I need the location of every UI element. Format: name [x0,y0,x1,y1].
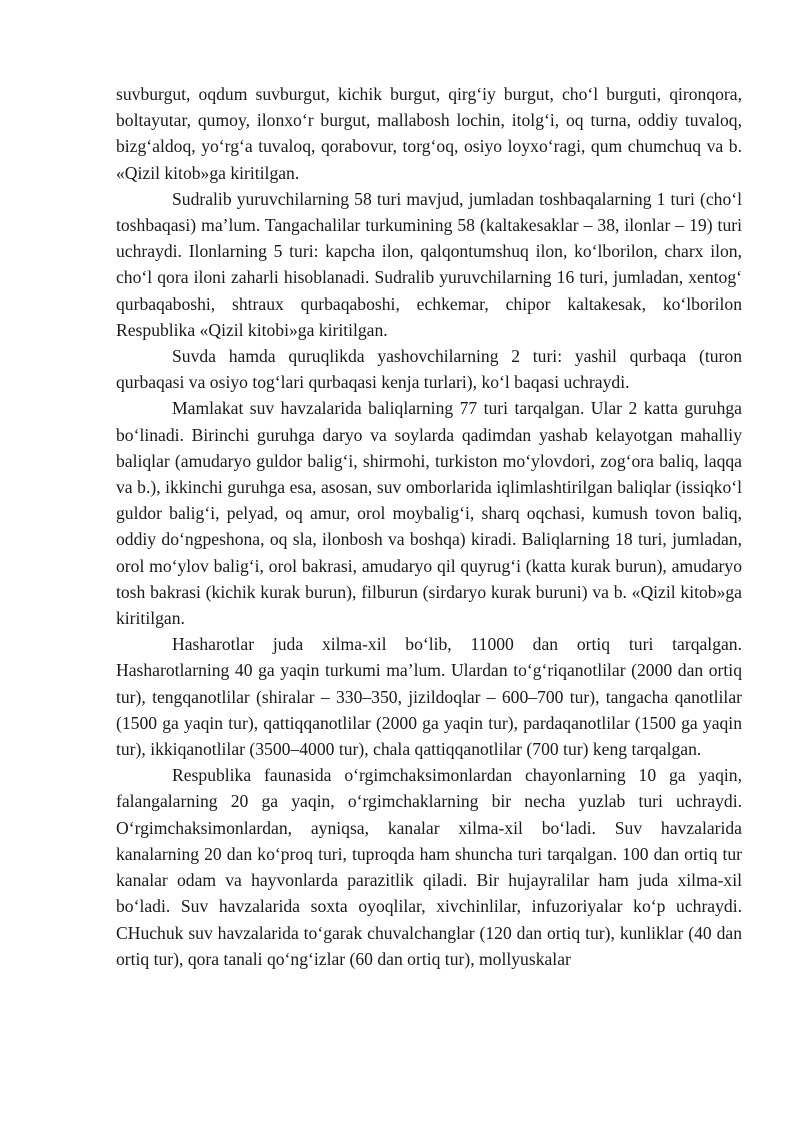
paragraph-fish: Mamlakat suv havzalarida baliqlarning 77 turi tarqalgan. Ular 2 katta guruhga bo‘linadi. Birinchi guruhga daryo va soylarda qadimdan yashab kelayotgan mahalliy baliqlar (amudaryo guldor balig‘i, shirmohi, turkiston mo‘ylovdori, zog‘ora baliq, laqqa va b.), ikkinchi guruhga esa, asosan, suv omborlarida iqlimlashtirilgan baliqlar (issiqko‘l guldor balig‘i, pelyad, oq amur, orol moybalig‘i, sharq oqchasi, kumush tovon baliq, oddiy do‘ngpeshona, oq sla, ilonbosh va boshqa) kiradi. Baliqlarning 18 turi, jumladan, orol mo‘ylov balig‘i, orol bakrasi, amudaryo qil quyrug‘i (katta kurak burun), amudaryo tosh bakrasi (kichik kurak burun), filburun (sirdaryo kurak buruni) va b. «Qizil kitob»ga kiritilgan. [116,398,742,629]
paragraph-amphibians: Suvda hamda quruqlikda yashovchilarning 2 turi: yashil qurbaqa (turon qurbaqasi va osiyo tog‘lari qurbaqasi kenja turlari), ko‘l baqasi uchraydi. [116,346,742,393]
paragraph-continuation: suvburgut, oqdum suvburgut, kichik burgut, qirg‘iy burgut, cho‘l burguti, qironqora, boltayutar, qumoy, ilonxo‘r burgut, mallabosh lochin, itolg‘i, oq turna, oddiy tuvaloq, bizg‘aldoq, yo‘rg‘a tuvaloq, qorabovur, torg‘oq, osiyo loyxo‘ragi, qum chumchuq va b. «Qizil kitob»ga kiritilgan. [116,84,742,183]
paragraph-arachnids: Respublika faunasida o‘rgimchaksimonlardan chayonlarning 10 ga yaqin, falangalarning 20 ga yaqin, o‘rgimchaklarning bir necha yuzlab turi uchraydi. O‘rgimchaksimonlardan, ayniqsa, kanalar xilma-xil bo‘ladi. Suv havzalarida kanalarning 20 dan ko‘proq turi, tuproqda ham shuncha turi tarqalgan. 100 dan ortiq tur kanalar odam va hayvonlarda parazitlik qiladi. Bir hujayralilar ham juda xilma-xil bo‘ladi. Suv havzalarida soxta oyoqlilar, xivchinlilar, infuzoriyalar ko‘p uchraydi. CHuchuk suv havzalarida to‘garak chuvalchanglar (120 dan ortiq tur), kunliklar (40 dan ortiq tur), qora tanali qo‘ng‘izlar (60 dan ortiq tur), mollyuskalar [116,765,742,969]
document-page [116,81,742,972]
paragraph-insects: Hasharotlar juda xilma-xil bo‘lib, 11000 dan ortiq turi tarqalgan. Hasharotlarning 40 ga yaqin turkumi ma’lum. Ulardan to‘g‘riqanotlilar (2000 dan ortiq tur), tengqanotlilar (shiralar – 330–350, jizildoqlar – 600–700 tur), tangacha qanotlilar (1500 ga yaqin tur), qattiqqanotlilar (2000 ga yaqin tur), pardaqanotlilar (1500 ga yaqin tur), ikkiqanotlilar (3500–4000 tur), chala qattiqqanotlilar (700 tur) keng tarqalgan. [116,634,742,760]
paragraph-reptiles: Sudralib yuruvchilarning 58 turi mavjud, jumladan toshbaqalarning 1 turi (cho‘l toshbaqasi) ma’lum. Tangachalilar turkumining 58 (kaltakesaklar – 38, ilonlar – 19) turi uchraydi. Ilonlarning 5 turi: kapcha ilon, qalqontumshuq ilon, ko‘lborilon, charx ilon, cho‘l qora iloni zaharli hisoblanadi. Sudralib yuruvchilarning 16 turi, jumladan, xentog‘ qurbaqaboshi, shtraux qurbaqaboshi, echkemar, chipor kaltakesak, ko‘lborilon Respublika «Qizil kitobi»ga kiritilgan. [116,188,742,340]
